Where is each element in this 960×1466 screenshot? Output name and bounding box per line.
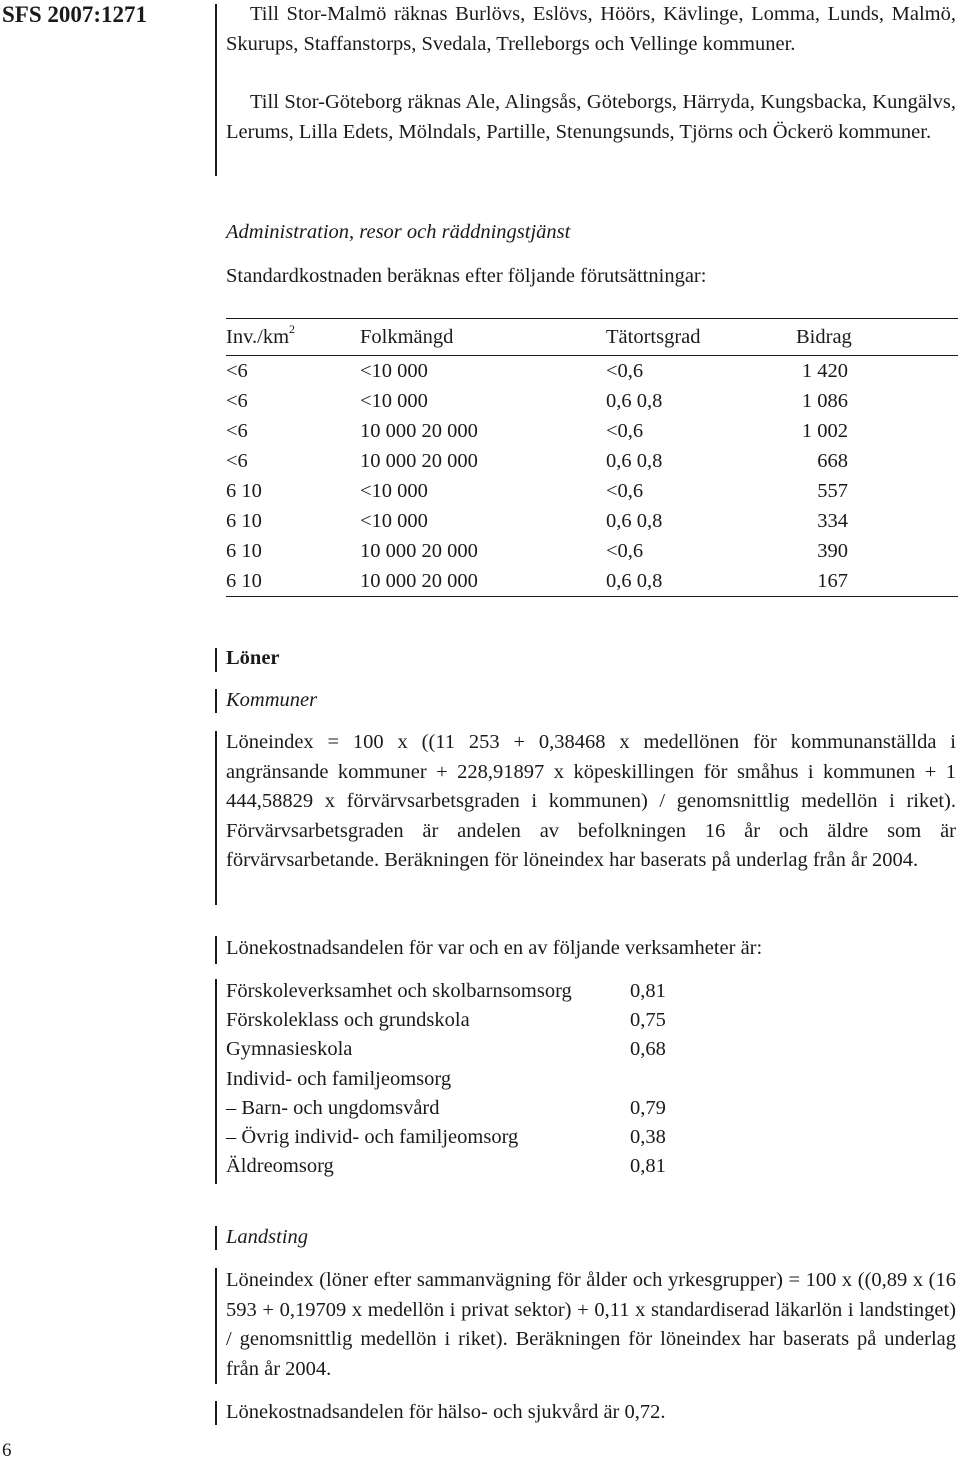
- wage-share-table: [226, 977, 666, 1181]
- change-bar: [215, 1268, 217, 1384]
- sfs-number: SFS 2007:1271: [2, 2, 148, 27]
- change-bar: [215, 1401, 217, 1425]
- table-row: Gymnasieskola 0,68: [226, 1038, 666, 1061]
- table-row: Individ- och familjeomsorg: [226, 1067, 452, 1090]
- section-heading-admin: Administration, resor och räddningstjänst: [226, 221, 571, 243]
- col-density: $Inv./km^2$: [226, 321, 296, 348]
- table-row: Förskoleverksamhet och skolbarnsomsorg 0,81: [226, 980, 666, 1003]
- table-row: – Övrig individ- och familjeomsorg 0,38: [226, 1126, 666, 1149]
- col-population: Folkmängd: [360, 325, 454, 348]
- table-row: 6 10 10 000 20 000 0,6 0,8 167: [226, 566, 958, 597]
- table-row: <6 <10 000 0,6 0,8 1 086: [226, 389, 848, 412]
- table-row: 6 10 <10 000 0,6 0,8 334: [226, 509, 848, 532]
- andel-lead: Lönekostnadsandelen för var och en av följande verksamheter är:: [226, 937, 763, 959]
- intro-malmo: Till Stor-Malmö räknas Burlövs, Eslövs, Höörs, Kävlinge, Lomma, Lunds, Malmö, Skurups, Staffanstorps, Svedala, Trelleborgs och Vellinge kommuner.: [226, 3, 956, 55]
- landsting-formula: Löneindex (löner efter sammanvägning för ålder och yrkesgrupper) = 100 x ((0,89 x (16 593 + 0,19709 x medellön i privat sektor) + 0,11 x standardiserad läkarlön i landstinget) / genomsnittlig medellön i riket). Beräkningen för löneindex har baserats på underlag från år 2004.: [226, 1269, 956, 1380]
- col-urban: Tätortsgrad: [606, 325, 701, 348]
- change-bar: [215, 4, 217, 176]
- change-bar: [215, 936, 217, 964]
- table-row: 6 10 10 000 20 000 <0,6 390: [226, 539, 848, 562]
- admin-lead: Standardkostnaden beräknas efter följande förutsättningar:: [226, 265, 707, 287]
- table-row: Förskoleklass och grundskola 0,75: [226, 1009, 666, 1032]
- section-heading-loner: Löner: [226, 647, 280, 669]
- table-header-row: [226, 319, 958, 356]
- change-bar: [215, 731, 217, 905]
- intro-goteborg: Till Stor-Göteborg räknas Ale, Alingsås, Göteborgs, Härryda, Kungsbacka, Kungälvs, Lerums, Lilla Edets, Mölndals, Partille, Stenungsunds, Tjörns och Öckerö kommuner.: [226, 91, 956, 143]
- grant-table: [226, 318, 958, 597]
- page-number: 6: [2, 1440, 12, 1461]
- subheading-kommuner: Kommuner: [226, 689, 318, 711]
- kommuner-formula: Löneindex = 100 x ((11 253 + 0,38468 x medellönen för kommunanställda i angränsande kommuner + 228,91897 x köpeskillingen för småhus i kommunen + 1 444,58829 x förvärvsarbetsgraden i kommunen) / genomsnittlig medellön i riket). Förvärvsarbetsgraden är andelen av befolkningen 16 år och äldre som är förvärvsarbetande. Beräkningen för löneindex har baserats på underlag från år 2004.: [226, 731, 956, 871]
- change-bar: [215, 689, 217, 713]
- subheading-landsting: Landsting: [226, 1226, 309, 1248]
- table-row: <6 10 000 20 000 <0,6 1 002: [226, 419, 848, 442]
- landsting-andel: Lönekostnadsandelen för hälso- och sjukvård är 0,72.: [226, 1401, 666, 1423]
- change-bar: [215, 979, 217, 1184]
- table-row: – Barn- och ungdomsvård 0,79: [226, 1096, 666, 1119]
- table-row: <6 10 000 20 000 0,6 0,8 668: [226, 449, 848, 472]
- table-row: Äldreomsorg 0,81: [226, 1155, 666, 1178]
- table-row: 6 10 <10 000 <0,6 557: [226, 479, 848, 502]
- table-row: <6 <10 000 <0,6 1 420: [226, 359, 848, 382]
- col-grant: Bidrag: [796, 325, 852, 348]
- change-bar: [215, 648, 217, 672]
- change-bar: [215, 1226, 217, 1250]
